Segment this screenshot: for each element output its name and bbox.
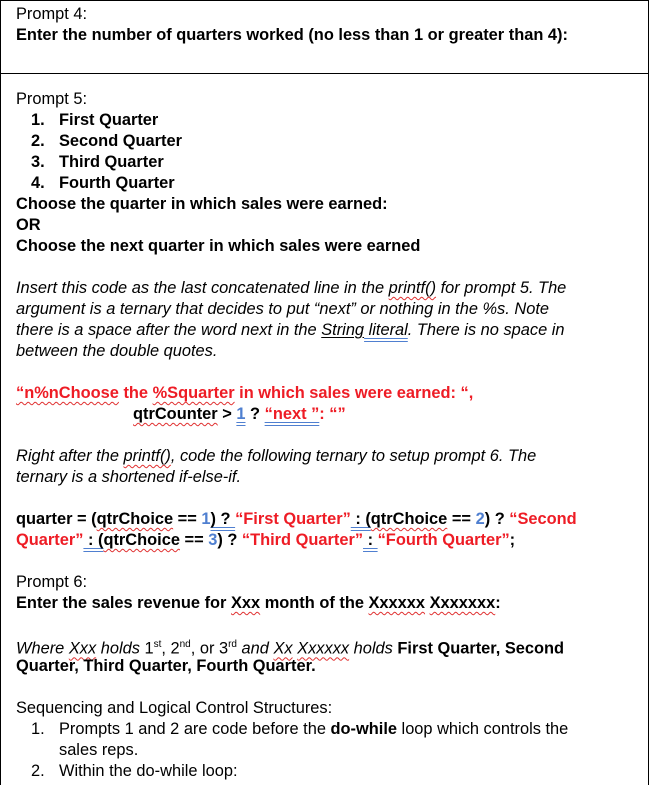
prompt6-label: Prompt 6:	[16, 573, 88, 591]
option-third-quarter: 3. Third Quarter	[31, 153, 164, 171]
choose-next-quarter-text: Choose the next quarter in which sales were earned	[16, 237, 421, 255]
option-second-quarter: 2. Second Quarter	[31, 132, 182, 150]
ternary-note-line2: ternary is a shortened if-else-if.	[16, 468, 242, 486]
sequencing-item-2: 2. Within the do-while loop:	[31, 762, 238, 780]
code-ternary-line1: quarter = (qtrChoice == 1) ? “First Quarter” : (qtrChoice == 2) ? “Second	[16, 510, 577, 528]
prompt6-text: Enter the sales revenue for Xxx month of the Xxxxxx Xxxxxxx:	[16, 594, 501, 612]
sequencing-item-1-cont: sales reps.	[59, 741, 139, 759]
code-printf-line2: qtrCounter > 1 ? “next ”: “”	[133, 405, 346, 423]
option-first-quarter: 1. First Quarter	[31, 111, 159, 129]
prompt5-cell	[1, 74, 648, 785]
insert-note-line2: argument is a ternary that decides to put “next” or nothing in the %s. Note	[16, 300, 549, 318]
prompt4-cell	[1, 0, 648, 74]
code-ternary-line2: Quarter” : (qtrChoice == 3) ? “Third Quarter” : “Fourth Quarter”;	[16, 531, 516, 549]
where-note-line2: Quarter, Third Quarter, Fourth Quarter.	[16, 657, 316, 675]
choose-quarter-text: Choose the quarter in which sales were earned:	[16, 195, 388, 213]
insert-note-line3: there is a space after the word next in the String literal. There is no space in	[16, 321, 565, 339]
code-printf-line1: “n%nChoose the %Squarter in which sales were earned: “,	[16, 384, 474, 402]
insert-note-line4: between the double quotes.	[16, 342, 218, 360]
option-fourth-quarter: 4. Fourth Quarter	[31, 174, 175, 192]
sequencing-title: Sequencing and Logical Control Structures:	[16, 699, 333, 717]
prompt4-text: Enter the number of quarters worked (no less than 1 or greater than 4):	[16, 26, 568, 44]
sequencing-item-1: 1. Prompts 1 and 2 are code before the do-while loop which controls the	[31, 720, 569, 738]
ternary-note-line1: Right after the printf(), code the following ternary to setup prompt 6. The	[16, 447, 537, 465]
insert-note-line1: Insert this code as the last concatenated line in the printf() for prompt 5. The	[16, 279, 567, 297]
prompt5-label: Prompt 5:	[16, 90, 88, 108]
where-note-line1: Where Xxx holds 1st, 2nd, or 3rd and Xx Xxxxxx holds First Quarter, Second	[16, 639, 565, 658]
or-text: OR	[16, 216, 41, 234]
prompt4-label: Prompt 4:	[16, 5, 88, 23]
